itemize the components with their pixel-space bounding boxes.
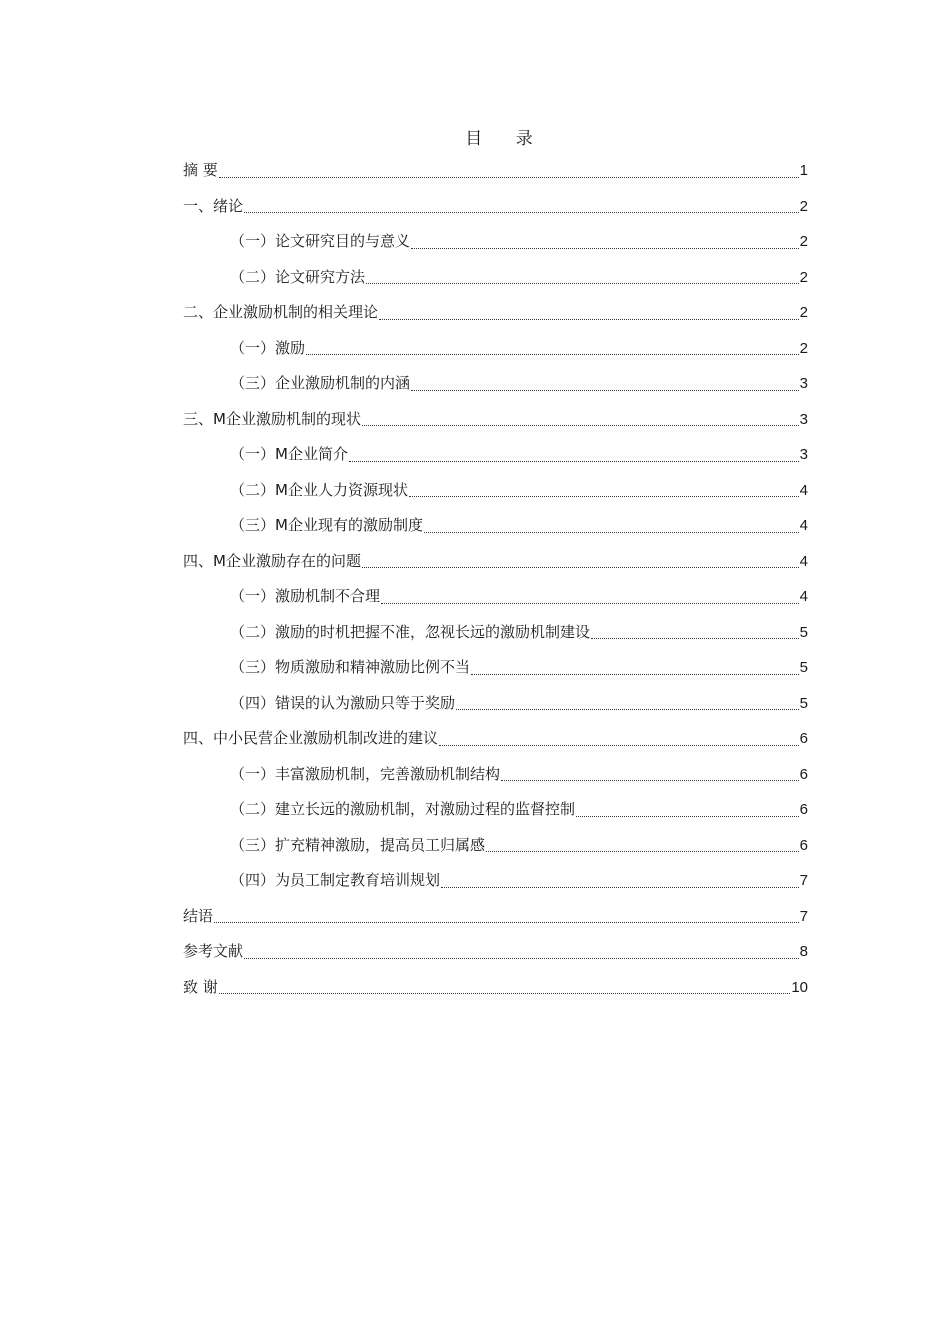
dot-leader — [591, 637, 799, 639]
toc-entry-label: （二）建立长远的激励机制，对激励过程的监督控制 — [230, 800, 576, 818]
toc-entry-label: 一、绪论 — [183, 196, 244, 215]
dot-leader — [456, 708, 799, 710]
toc-entry-label: 二、企业激励机制的相关理论 — [183, 303, 379, 321]
toc-entry[interactable] — [183, 437, 808, 473]
table-of-contents — [183, 153, 808, 1005]
toc-entry-page-number: 3 — [799, 410, 808, 428]
toc-entry[interactable] — [183, 295, 808, 331]
toc-entry[interactable] — [183, 331, 808, 367]
toc-entry-label: （三）M企业现有的激励制度 — [230, 516, 423, 534]
toc-entry-label: （一）丰富激励机制，完善激励机制结构 — [230, 764, 501, 783]
toc-entry[interactable] — [183, 224, 808, 260]
dot-leader — [576, 815, 799, 817]
toc-entry-label: （一）M企业简介 — [230, 445, 348, 463]
toc-entry-label: 摘 要 — [183, 161, 218, 179]
toc-entry-label: 三、M企业激励机制的现状 — [183, 409, 361, 428]
toc-entry[interactable] — [183, 828, 808, 864]
toc-entry[interactable] — [183, 899, 808, 935]
toc-entry[interactable] — [183, 721, 808, 757]
toc-entry-label: （二）论文研究方法 — [230, 267, 366, 286]
toc-entry-page-number: 6 — [799, 801, 808, 818]
toc-title: 目 录 — [465, 129, 547, 149]
dot-leader — [219, 992, 791, 994]
toc-entry-page-number: 4 — [799, 552, 808, 570]
toc-entry-label: 四、M企业激励存在的问题 — [183, 551, 361, 570]
toc-entry-page-number: 7 — [799, 872, 808, 889]
dot-leader — [424, 531, 799, 533]
toc-entry[interactable] — [183, 650, 808, 686]
toc-entry-page-number: 8 — [799, 943, 808, 960]
toc-entry-page-number: 5 — [799, 659, 808, 676]
dot-leader — [219, 176, 799, 178]
toc-entry-page-number: 5 — [799, 623, 808, 641]
toc-entry-label: （三）物质激励和精神激励比例不当 — [230, 658, 471, 676]
toc-entry-label: 四、中小民营企业激励机制改进的建议 — [183, 729, 439, 747]
toc-entry-page-number: 4 — [799, 517, 808, 534]
toc-entry[interactable] — [183, 153, 808, 189]
toc-entry-page-number: 3 — [799, 375, 808, 392]
dot-leader — [244, 957, 799, 959]
toc-entry-page-number: 6 — [799, 836, 808, 854]
dot-leader — [362, 424, 799, 426]
toc-entry-label: （二）激励的时机把握不准，忽视长远的激励机制建设 — [230, 622, 591, 641]
toc-entry[interactable] — [183, 366, 808, 402]
dot-leader — [439, 744, 799, 746]
toc-entry[interactable] — [183, 757, 808, 793]
dot-leader — [471, 673, 799, 675]
toc-entry-page-number: 10 — [791, 978, 808, 996]
toc-entry[interactable] — [183, 970, 808, 1006]
toc-entry-page-number: 7 — [799, 907, 808, 925]
toc-entry[interactable] — [183, 189, 808, 225]
dot-leader — [411, 389, 799, 391]
toc-entry-page-number: 4 — [799, 481, 808, 499]
dot-leader — [366, 282, 799, 284]
toc-entry-page-number: 5 — [799, 694, 808, 712]
toc-entry-label: （三）扩充精神激励，提高员工归属感 — [230, 835, 486, 854]
toc-entry-label: （一）激励 — [230, 338, 306, 357]
toc-entry-label: （四）错误的认为激励只等于奖励 — [230, 693, 456, 712]
toc-entry-page-number: 3 — [799, 446, 808, 463]
toc-entry-label: 参考文献 — [183, 942, 244, 960]
toc-entry-page-number: 6 — [799, 765, 808, 783]
dot-leader — [409, 495, 799, 497]
dot-leader — [501, 779, 799, 781]
toc-entry-label: （二）M企业人力资源现状 — [230, 480, 408, 499]
toc-entry[interactable] — [183, 260, 808, 296]
toc-entry-label: （四）为员工制定教育培训规划 — [230, 871, 441, 889]
toc-entry-label: （一）激励机制不合理 — [230, 587, 381, 605]
toc-entry-page-number: 2 — [799, 339, 808, 357]
toc-entry-page-number: 2 — [799, 233, 808, 250]
toc-entry-page-number: 1 — [799, 162, 808, 179]
dot-leader — [244, 211, 799, 213]
dot-leader — [381, 602, 799, 604]
toc-entry-page-number: 4 — [799, 588, 808, 605]
toc-entry[interactable] — [183, 508, 808, 544]
toc-entry-page-number: 2 — [799, 197, 808, 215]
toc-entry-label: （三）企业激励机制的内涵 — [230, 374, 411, 392]
dot-leader — [411, 247, 799, 249]
toc-entry[interactable] — [183, 863, 808, 899]
toc-entry[interactable] — [183, 686, 808, 722]
toc-entry[interactable] — [183, 544, 808, 580]
toc-entry[interactable] — [183, 402, 808, 438]
toc-entry[interactable] — [183, 615, 808, 651]
dot-leader — [214, 921, 799, 923]
dot-leader — [362, 566, 799, 568]
toc-entry-label: （一）论文研究目的与意义 — [230, 232, 411, 250]
dot-leader — [379, 318, 799, 320]
dot-leader — [486, 850, 799, 852]
toc-entry[interactable] — [183, 792, 808, 828]
toc-entry-label: 致 谢 — [183, 977, 218, 996]
dot-leader — [441, 886, 799, 888]
toc-entry[interactable] — [183, 473, 808, 509]
toc-entry-page-number: 2 — [799, 268, 808, 286]
toc-entry-page-number: 6 — [799, 730, 808, 747]
toc-entry-page-number: 2 — [799, 304, 808, 321]
toc-entry[interactable] — [183, 934, 808, 970]
toc-entry[interactable] — [183, 579, 808, 615]
dot-leader — [306, 353, 799, 355]
dot-leader — [349, 460, 799, 462]
toc-entry-label: 结语 — [183, 906, 214, 925]
